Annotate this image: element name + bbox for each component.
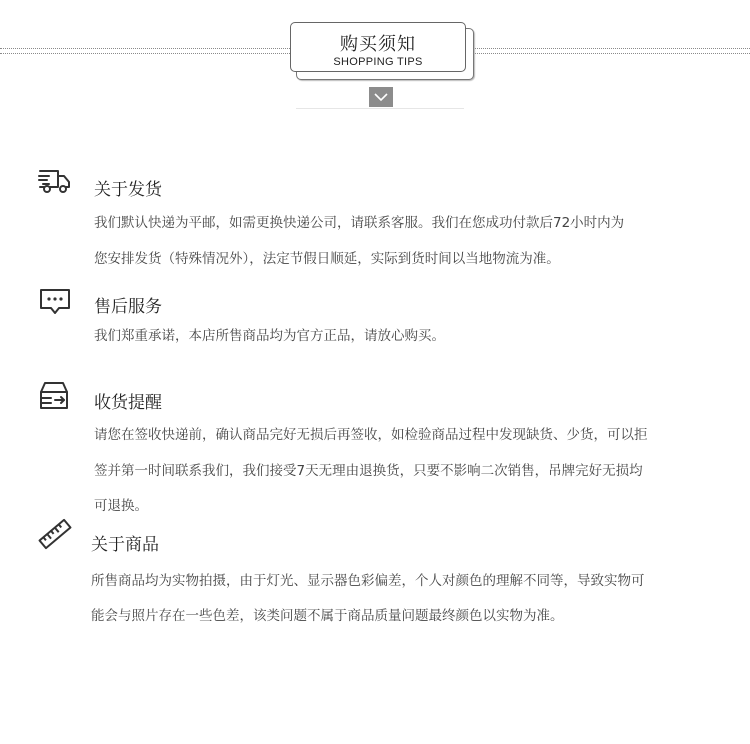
header-dotted-line-left: [0, 48, 292, 54]
receipt-text-line-2: 签并第一时间联系我们，我们接受7天无理由退换货，只要不影响二次销售，吊牌完好无损均: [94, 463, 643, 479]
shipping-text-line-2: 您安排发货（特殊情况外），法定节假日顺延，实际到货时间以当地物流为准。: [94, 251, 560, 267]
delivery-truck-icon: [38, 168, 72, 200]
chevron-down-icon: [369, 87, 393, 107]
receive-box-icon: [37, 380, 71, 416]
header-dotted-line-right: [470, 48, 750, 54]
shipping-text-line-1: 我们默认快递为平邮，如需更换快递公司，请联系客服。我们在您成功付款后72小时内为: [94, 215, 625, 231]
product-text-line-1: 所售商品均为实物拍摄，由于灯光、显示器色彩偏差，个人对颜色的理解不同等，导致实物可: [91, 573, 645, 589]
product-text-line-2: 能会与照片存在一些色差，该类问题不属于商品质量问题最终颜色以实物为准。: [91, 608, 564, 624]
header-underline: [296, 108, 464, 109]
ruler-icon: [38, 517, 72, 555]
header-title: 购买须知: [340, 34, 416, 55]
receipt-text-line-3: 可退换。: [94, 498, 148, 514]
receipt-text-line-1: 请您在签收快递前，确认商品完好无损后再签收，如检验商品过程中发现缺货、少货，可以拒: [94, 427, 648, 443]
after-sales-text-line-1: 我们郑重承诺，本店所售商品均为官方正品，请放心购买。: [94, 328, 445, 344]
header-title-box: [290, 22, 466, 72]
section-title-product: 关于商品: [91, 535, 159, 555]
section-title-after-sales: 售后服务: [94, 297, 162, 317]
section-title-receipt: 收货提醒: [94, 393, 162, 413]
chat-bubble-icon: [38, 287, 72, 321]
header-subtitle: SHOPPING TIPS: [333, 56, 423, 68]
section-title-shipping: 关于发货: [94, 180, 162, 200]
